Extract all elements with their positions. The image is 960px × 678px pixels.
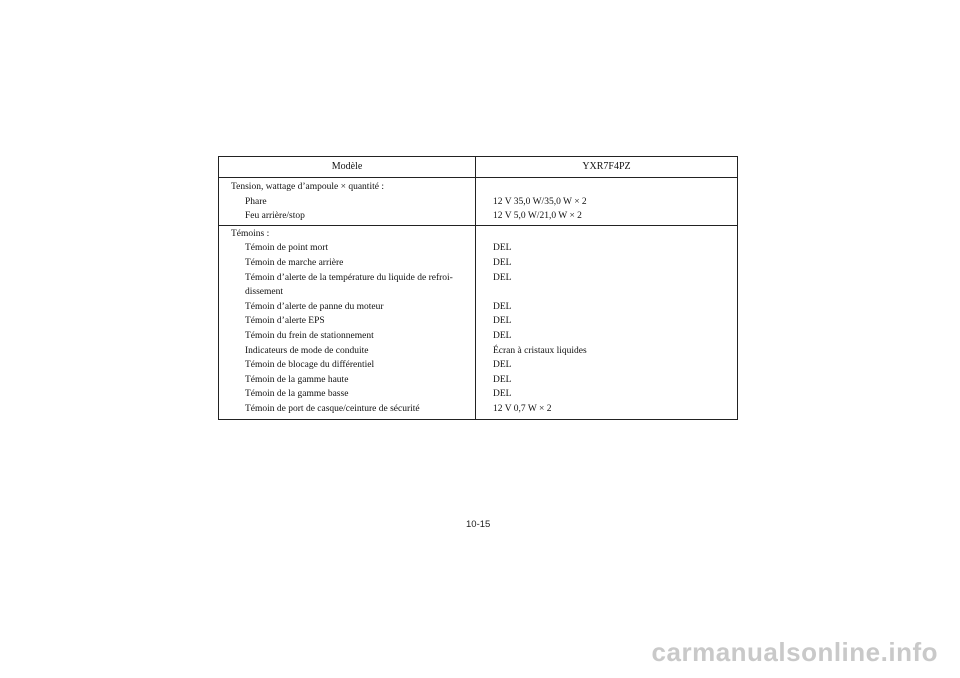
row-label: Témoin d’alerte de panne du moteur bbox=[245, 301, 384, 312]
row-label: Feu arrière/stop bbox=[245, 211, 305, 222]
row-value: DEL bbox=[493, 374, 512, 385]
table-row bbox=[219, 387, 737, 402]
section-title: Tension, wattage d’ampoule × quantité : bbox=[231, 182, 384, 192]
column-divider bbox=[475, 226, 476, 419]
row-label: Témoin d’alerte EPS bbox=[245, 316, 325, 327]
row-label: Témoin de la gamme basse bbox=[245, 389, 349, 400]
table-row bbox=[219, 314, 737, 329]
table-row bbox=[219, 256, 737, 271]
row-label: Phare bbox=[245, 196, 267, 207]
row-value: 12 V 35,0 W/35,0 W × 2 bbox=[493, 196, 587, 207]
model-value: YXR7F4PZ bbox=[582, 160, 631, 172]
row-label: Indicateurs de mode de conduite bbox=[245, 345, 369, 356]
specifications-table bbox=[218, 156, 738, 420]
row-value: DEL bbox=[493, 316, 512, 327]
section-title-row bbox=[219, 180, 737, 195]
row-value: Écran à cristaux liquides bbox=[493, 345, 587, 356]
row-label: Témoin de port de casque/ceinture de sécurité bbox=[245, 403, 420, 414]
row-value: DEL bbox=[493, 360, 512, 371]
indicators-section bbox=[219, 226, 737, 419]
section-title: Témoins : bbox=[231, 228, 270, 239]
row-value: DEL bbox=[493, 243, 512, 254]
table-row bbox=[219, 209, 737, 224]
row-label: Témoin de la gamme haute bbox=[245, 374, 349, 385]
row-label-line1: Témoin d’alerte de la température du liquide de refroi- bbox=[245, 272, 453, 283]
table-row bbox=[219, 300, 737, 315]
column-divider bbox=[475, 178, 476, 225]
row-value: DEL bbox=[493, 389, 512, 400]
table-row bbox=[219, 195, 737, 210]
row-value: DEL bbox=[493, 257, 512, 268]
table-row bbox=[219, 344, 737, 359]
table-row bbox=[219, 271, 737, 300]
row-label-line2: dissement bbox=[245, 287, 283, 298]
row-label: Témoin de point mort bbox=[245, 243, 329, 254]
page-number: 10-15 bbox=[466, 519, 491, 530]
table-header bbox=[219, 157, 737, 178]
table-row bbox=[219, 241, 737, 256]
row-label: Témoin de marche arrière bbox=[245, 257, 344, 268]
row-value: DEL bbox=[493, 330, 512, 341]
watermark: carmanualsonline.info bbox=[651, 637, 938, 667]
row-value: 12 V 0,7 W × 2 bbox=[493, 403, 552, 414]
row-label: Témoin de blocage du différentiel bbox=[245, 360, 375, 371]
row-value: 12 V 5,0 W/21,0 W × 2 bbox=[493, 211, 582, 222]
row-label: Témoin du frein de stationnement bbox=[245, 330, 374, 341]
table-row bbox=[219, 358, 737, 373]
table-row bbox=[219, 329, 737, 344]
row-value: DEL bbox=[493, 301, 512, 312]
model-label: Modèle bbox=[219, 157, 476, 177]
bulb-section bbox=[219, 178, 737, 226]
section-title-row bbox=[219, 227, 737, 242]
row-label bbox=[219, 271, 475, 300]
table-row bbox=[219, 373, 737, 388]
table-row bbox=[219, 402, 737, 417]
row-value: DEL bbox=[493, 272, 512, 283]
